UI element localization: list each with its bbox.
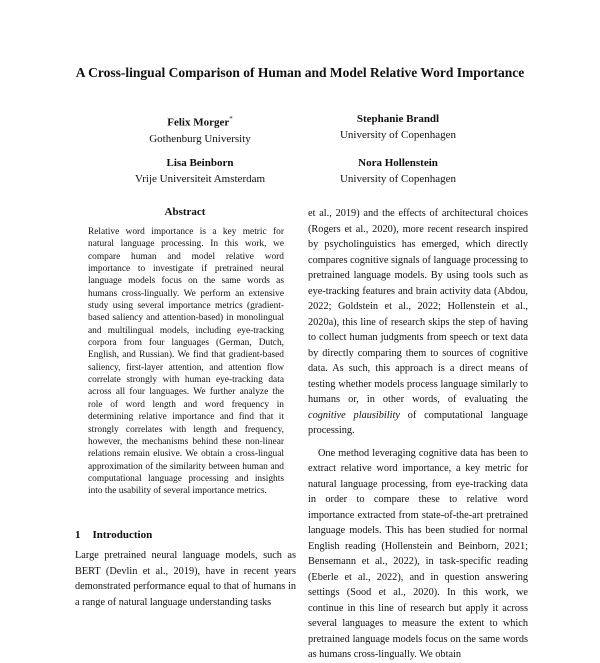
author-affiliation: Gothenburg University <box>149 132 251 145</box>
author-footnote-mark: * <box>229 115 233 123</box>
paragraph: et al., 2019) and the effects of architectural choices (Rogers et al., 2020), more recent research inspired by psycholinguistics has emerged, which directly compares cognitive signals of language processing to pretrained language models. By using tools such as eye-tracking features and brain activity data (Abdou, 2022; Goldstein et al., 2022; Hollenstein et al., 2020a), this line of research skips the step of having to collect human judgments from speech or text data by directly comparing them to sources of cognitive data. As such, this approach is a direct means of testing whether models process language similarly to humans or, in other words, of evaluating the cognitive plausibility of computational language processing. <box>308 208 529 436</box>
author-name: Lisa Beinborn <box>166 157 234 169</box>
author-lisa-beinborn <box>100 155 300 187</box>
author-name: Felix Morger* <box>167 115 233 129</box>
author-affiliation: University of Copenhagen <box>339 173 457 185</box>
abstract-text: Relative word importance is a key metric for natural language processing. In this work, we compare human and model relative word importance to investigate if pretrained neural language models focus on the same words as humans cross-lingually. We perform an extensive study using several importance metrics (gradient-based saliency and attention-based) in monolingual and multilingual models, including eye-tracking corpora from four languages (German, Dutch, English, and Russian). We find that gradient-based saliency, first-layer attention, and attention flow correlate strongly with human eye-tracking data across all four languages. We further analyze the role of word length and word frequency in determining relative importance and find that it strongly correlates with length and frequency, however, the mechanisms behind these non-linear relations remain elusive. We obtain a cross-lingual approximation of the similarity between human and computational language processing and insights into the usability of several importance metrics. <box>88 227 284 497</box>
paper-title: A Cross-lingual Comparison of Human and Model Relative Word Importance <box>75 65 525 80</box>
section-number: 1 <box>75 529 81 541</box>
author-name: Nora Hollenstein <box>358 157 438 169</box>
section-title: Introduction <box>92 529 153 541</box>
author-name: Stephanie Brandl <box>356 113 440 125</box>
author-stephanie-brandl <box>298 111 498 143</box>
author-felix-morger <box>100 111 300 147</box>
author-nora-hollenstein <box>298 155 498 187</box>
right-column-text <box>308 206 529 660</box>
introduction-text: Large pretrained neural language models, such as BERT (Devlin et al., 2019), have in recent years demonstrated performance equal to that of humans in a range of natural language understanding tasks <box>75 550 296 608</box>
abstract-heading: Abstract <box>164 206 206 218</box>
introduction-heading <box>75 527 295 543</box>
paragraph: One method leveraging cognitive data has been to extract relative word importance, a key metric for natural language processing, from eye-tracking data in order to compare these to relative word importance extracted from state-of-the-art pretrained language models. This has been studied for normal English reading (Hollenstein and Beinborn, 2021; Bensemann et al., 2022), in task-specific reading (Eberle et al., 2022), and in question answering settings (Sood et al., 2020). In this work, we continue in this line of research but apply it across several languages to measure the extent to which pretrained language models focus on the same words as humans cross-lingually. We obtain <box>308 447 528 660</box>
author-affiliation: Vrije Universiteit Amsterdam <box>134 173 266 185</box>
author-affiliation: University of Copenhagen <box>339 129 457 141</box>
emphasis-text: cognitive plausibility <box>308 409 400 421</box>
